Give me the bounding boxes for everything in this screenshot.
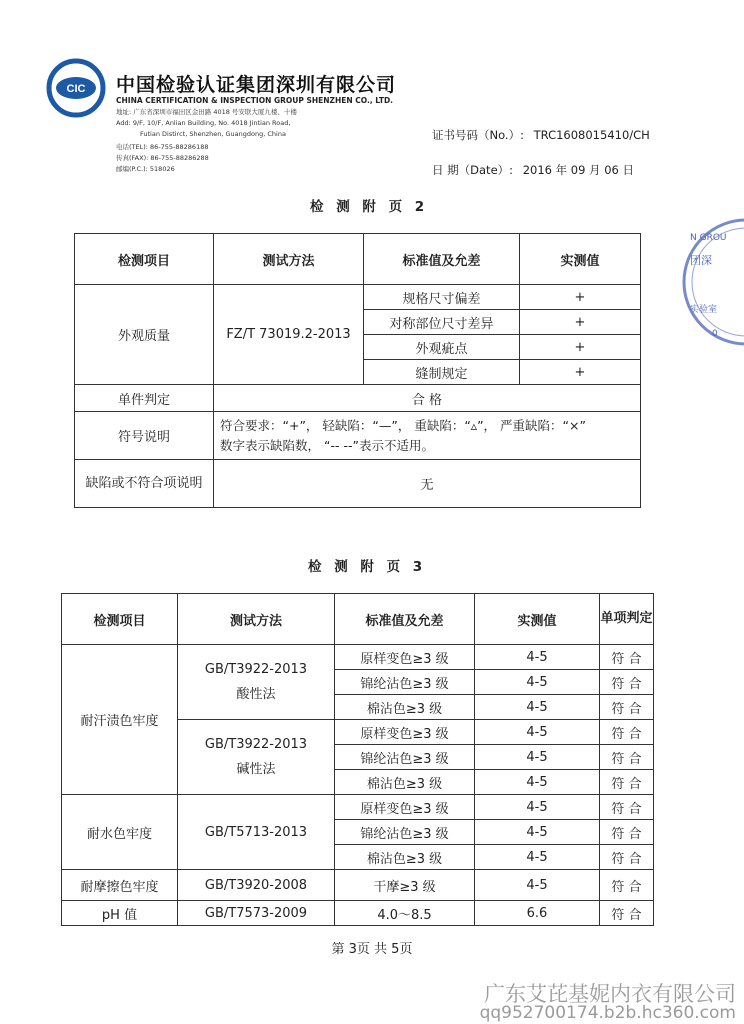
value-cell: 4-5: [475, 820, 600, 845]
method-cell: [178, 720, 335, 795]
result-cell: 符 合: [600, 745, 654, 770]
value-cell: 4-5: [475, 720, 600, 745]
method-cell: FZ/T 73019.2-2013: [214, 285, 364, 385]
result-cell: 符 合: [600, 820, 654, 845]
col-header: 检测项目: [62, 594, 178, 645]
stamp-text: 实验室: [690, 305, 718, 315]
standard-cell: 棉沾色≥3 级: [335, 845, 475, 870]
method-variant: 碱性法: [236, 762, 276, 777]
value-cell: 6.6: [475, 901, 600, 926]
attachment3-table: [61, 593, 654, 926]
report-date: [432, 162, 634, 178]
company-name-cn: 中国检验认证集团深圳有限公司: [116, 74, 397, 96]
standard-cell: 外观疵点: [364, 335, 520, 360]
defect-value: 无: [214, 460, 641, 508]
standard-cell: 棉沾色≥3 级: [335, 770, 475, 795]
standard-cell: 对称部位尺寸差异: [364, 310, 520, 335]
standard-cell: 锦纶沾色≥3 级: [335, 820, 475, 845]
item-cell: 耐水色牢度: [62, 795, 178, 870]
result-cell: 符 合: [600, 645, 654, 670]
result-cell: 符 合: [600, 770, 654, 795]
method-variant: 酸性法: [236, 687, 276, 702]
defect-label: 缺陷或不符合项说明: [75, 460, 214, 508]
col-header: 实测值: [520, 234, 641, 285]
cert-number: [432, 127, 650, 143]
standard-cell: 4.0～8.5: [335, 901, 475, 926]
standard-cell: 棉沾色≥3 级: [335, 695, 475, 720]
stamp-text: 团深: [690, 254, 712, 267]
official-stamp: [676, 212, 744, 362]
col-header: 实测值: [475, 594, 600, 645]
method-cell: GB/T3920-2008: [178, 870, 335, 901]
col-header: 标准值及允差: [364, 234, 520, 285]
result-cell: 符 合: [600, 695, 654, 720]
result-cell: 符 合: [600, 901, 654, 926]
address-line: Add: 9/F, 10/F, Anlian Building, No. 4018 Jintian Road,: [116, 119, 291, 127]
page-number: 第 3页 共 5页: [331, 942, 413, 957]
result-cell: 符 合: [600, 670, 654, 695]
value-cell: 4-5: [475, 645, 600, 670]
attachment2-title: 检 测 附 页 2: [310, 199, 429, 215]
result-cell: 符 合: [600, 870, 654, 901]
logo-text: CIC: [66, 83, 86, 95]
value-cell: +: [520, 335, 641, 360]
value-cell: +: [520, 285, 641, 310]
value-cell: 4-5: [475, 745, 600, 770]
tel-line: 电话(TEL): 86-755-88286188: [116, 143, 209, 151]
value-cell: 4-5: [475, 845, 600, 870]
attachment3-title: 检 测 附 页 3: [308, 559, 427, 575]
col-header: 检测项目: [75, 234, 214, 285]
fax-line: 传真(FAX): 86-755-88286288: [116, 154, 209, 162]
col-header: 单项判定: [600, 594, 654, 645]
value-cell: 4-5: [475, 770, 600, 795]
value-cell: +: [520, 310, 641, 335]
method-cell: GB/T7573-2009: [178, 901, 335, 926]
cert-value: TRC1608015410/CH: [533, 128, 650, 142]
judgement-label: 单件判定: [75, 385, 214, 412]
symbol-description: [214, 412, 641, 460]
method-standard: GB/T3922-2013: [204, 737, 308, 752]
symbol-label: 符号说明: [75, 412, 214, 460]
cert-label: 证书号码（No.）:: [432, 128, 524, 142]
symbol-line: 符合要求：“+”， 轻缺陷：“—”， 重缺陷：“▵”， 严重缺陷：“×”: [220, 417, 586, 433]
col-header: 测试方法: [178, 594, 335, 645]
value-cell: 4-5: [475, 795, 600, 820]
postcode-line: 邮编(P.C.): 518026: [116, 165, 175, 173]
standard-cell: 原样变色≥3 级: [335, 720, 475, 745]
method-cell: [178, 645, 335, 720]
watermark-url: qq952700174.b2b.hc360.com: [479, 1003, 736, 1023]
attachment2-table: [74, 233, 641, 508]
item-cell: 耐汗渍色牢度: [62, 645, 178, 795]
standard-cell: 锦纶沾色≥3 级: [335, 670, 475, 695]
col-header: 测试方法: [214, 234, 364, 285]
method-standard: GB/T3922-2013: [204, 662, 308, 677]
standard-cell: 锦纶沾色≥3 级: [335, 745, 475, 770]
date-value: 2016 年 09 月 06 日: [522, 163, 634, 177]
item-cell: 耐摩擦色牢度: [62, 870, 178, 901]
value-cell: 4-5: [475, 670, 600, 695]
standard-cell: 原样变色≥3 级: [335, 645, 475, 670]
address-line: Futian Distirct, Shenzhen, Guangdong, China: [140, 130, 286, 138]
col-header: 标准值及允差: [335, 594, 475, 645]
standard-cell: 干摩≥3 级: [335, 870, 475, 901]
stamp-text: N GROU: [690, 233, 727, 243]
cic-logo: [46, 58, 106, 118]
value-cell: 4-5: [475, 695, 600, 720]
standard-cell: 原样变色≥3 级: [335, 795, 475, 820]
result-cell: 符 合: [600, 795, 654, 820]
item-cell: pH 值: [62, 901, 178, 926]
stamp-text: 0: [712, 329, 718, 339]
result-cell: 符 合: [600, 720, 654, 745]
item-cell: 外观质量: [75, 285, 214, 385]
method-cell: GB/T5713-2013: [178, 795, 335, 870]
judgement-value: 合 格: [214, 385, 641, 412]
standard-cell: 缝制规定: [364, 360, 520, 385]
value-cell: +: [520, 360, 641, 385]
watermark-company: 广东艾芘基妮内衣有限公司: [484, 982, 736, 1006]
result-cell: 符 合: [600, 845, 654, 870]
company-name-en: CHINA CERTIFICATION & INSPECTION GROUP SHENZHEN CO., LTD.: [116, 96, 394, 105]
address-line: 地址: 广东省深圳市福田区金田路 4018 号安联大厦九楼、十楼: [116, 108, 297, 116]
standard-cell: 规格尺寸偏差: [364, 285, 520, 310]
value-cell: 4-5: [475, 870, 600, 901]
date-label: 日 期（Date）:: [432, 163, 514, 177]
symbol-line: 数字表示缺陷数， “-- --”表示不适用。: [220, 437, 434, 453]
